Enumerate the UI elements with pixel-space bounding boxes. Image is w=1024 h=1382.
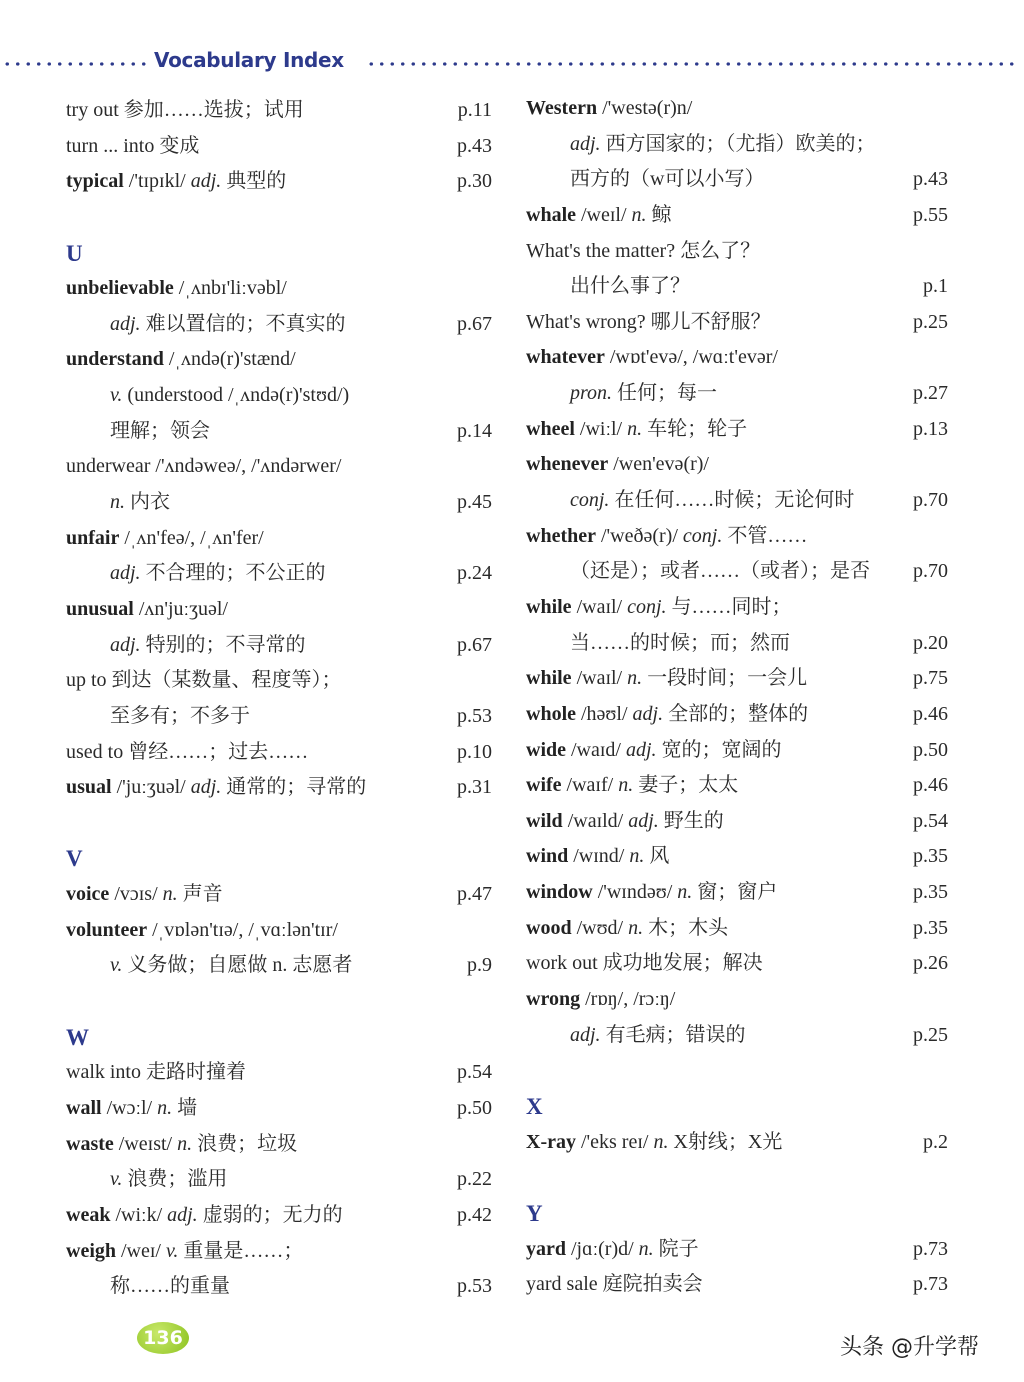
index-entry-line <box>66 414 492 450</box>
index-entry-line <box>526 127 948 163</box>
page-ref: p.50 <box>457 1096 492 1119</box>
entry-text: /weɪ/ <box>116 1239 166 1262</box>
page-ref: p.11 <box>457 99 492 121</box>
index-entry-line <box>66 1091 492 1127</box>
index-entry-line <box>526 626 948 662</box>
headword: yard <box>526 1237 566 1260</box>
page-ref: p.35 <box>913 916 948 939</box>
headword: window <box>526 881 593 904</box>
part-of-speech: adj. <box>626 738 657 761</box>
definition: 理解；领会 <box>110 419 210 442</box>
definition: 风 <box>644 845 670 868</box>
part-of-speech: n. <box>110 491 125 514</box>
index-entry-line <box>66 735 492 771</box>
part-of-speech: adj. <box>632 702 664 725</box>
entry-text: /'wɪndəʊ/ <box>592 881 678 904</box>
headword: waste <box>66 1132 114 1155</box>
page-ref: p.50 <box>913 738 948 761</box>
part-of-speech: n. <box>627 667 643 690</box>
page-ref: p.14 <box>457 419 492 442</box>
headword: unusual <box>66 597 134 620</box>
part-of-speech: n. <box>677 881 693 904</box>
watermark: 头条 @升学帮 <box>840 1335 979 1360</box>
definition: 窗；窗户 <box>692 881 778 904</box>
entry-text: /ˌʌnbɪ'liːvəbl/ <box>173 277 287 300</box>
page-ref: p.24 <box>457 562 492 585</box>
entry-text: used to 曾经……；过去…… <box>66 740 309 763</box>
page-ref: p.53 <box>457 1275 492 1298</box>
definition: 虚弱的；无力的 <box>197 1203 343 1226</box>
index-entry-line <box>66 449 492 485</box>
entry-text: /ˌvɒlən'tɪə/, /ˌvɑːlən'tɪr/ <box>147 918 338 941</box>
section-letter: X <box>526 1093 543 1119</box>
headword: whether <box>526 524 596 547</box>
page-ref: p.46 <box>913 774 948 797</box>
page-ref: p.54 <box>457 1061 492 1084</box>
index-entry-line <box>66 1162 492 1198</box>
definition: 称……的重量 <box>110 1275 230 1298</box>
part-of-speech: v. <box>166 1239 179 1262</box>
headword: voice <box>66 883 110 906</box>
index-entry-line <box>66 556 492 592</box>
index-entry-line <box>66 913 492 949</box>
definition: 至多有；不多于 <box>110 704 250 727</box>
entry-text: work out 成功地发展；解决 <box>526 952 763 975</box>
index-entry-line <box>526 483 948 519</box>
headword: X-ray <box>526 1130 576 1153</box>
part-of-speech: conj. <box>627 595 667 618</box>
headword: wheel <box>526 417 575 440</box>
index-entry-line <box>526 697 948 733</box>
part-of-speech: adj. <box>110 633 141 656</box>
part-of-speech: pron. <box>570 382 613 405</box>
part-of-speech: adj. <box>628 809 659 832</box>
headword: weak <box>66 1203 111 1226</box>
headword: whatever <box>526 346 605 369</box>
part-of-speech: v. <box>110 384 123 407</box>
headword: wrong <box>526 988 581 1011</box>
page-ref: p.43 <box>457 134 492 157</box>
headword: wind <box>526 845 569 868</box>
index-entry-line <box>526 911 948 947</box>
headword: unfair <box>66 526 120 549</box>
definition: 车轮；轮子 <box>642 417 748 440</box>
definition: 重量是……； <box>178 1239 304 1262</box>
index-entry-line <box>526 661 948 697</box>
page-ref: p.13 <box>913 417 948 440</box>
blank-line <box>526 1160 948 1196</box>
part-of-speech: n. <box>629 845 645 868</box>
index-entry-line <box>526 839 948 875</box>
index-entry-line <box>526 198 948 234</box>
entry-text: /waɪf/ <box>561 774 619 797</box>
index-entry-line <box>66 1269 492 1305</box>
index-entry-line <box>526 162 948 198</box>
index-entry-line <box>526 768 948 804</box>
index-entry-line <box>66 129 492 165</box>
definition: 出什么事了？ <box>570 275 690 298</box>
index-entry-line <box>66 663 492 699</box>
index-entry-line <box>526 1125 948 1161</box>
definition: 西方国家的；（尤指）欧美的； <box>600 132 876 155</box>
definition: 墙 <box>172 1096 198 1119</box>
index-entry-line <box>66 485 492 521</box>
headword: wild <box>526 809 563 832</box>
index-column-right <box>526 91 948 1303</box>
entry-text: /wiːk/ <box>110 1203 168 1226</box>
index-entry-line <box>66 1234 492 1270</box>
index-entry-line <box>66 342 492 378</box>
definition: （还是）；或者……（或者）；是否 <box>570 560 870 583</box>
page-ref: p.47 <box>457 883 492 906</box>
entry-text: walk into 走路时撞着 <box>66 1061 246 1084</box>
definition: 妻子；太太 <box>633 774 739 797</box>
index-entry-line <box>66 770 492 806</box>
index-entry-line <box>526 804 948 840</box>
part-of-speech: n. <box>631 203 647 226</box>
entry-text: /wʊd/ <box>571 916 629 939</box>
index-entry-line <box>66 1198 492 1234</box>
headword: whole <box>526 702 576 725</box>
dotted-rule-right <box>366 62 1018 66</box>
index-column-left <box>66 93 492 1305</box>
definition: 内衣 <box>125 491 170 514</box>
index-entry-line <box>66 1127 492 1163</box>
index-entry-line <box>66 592 492 628</box>
entry-text: /wiːl/ <box>574 417 628 440</box>
definition: 声音 <box>177 883 223 906</box>
part-of-speech: adj. <box>190 170 222 193</box>
index-entry-line <box>526 875 948 911</box>
headword: wall <box>66 1096 102 1119</box>
part-of-speech: n. <box>177 1132 193 1155</box>
definition: 一段时间；一会儿 <box>642 667 808 690</box>
page-ref: p.25 <box>913 310 948 333</box>
entry-text: /'westə(r)n/ <box>597 97 693 119</box>
headword: while <box>526 595 572 618</box>
definition: 西方的（w可以小写） <box>570 168 765 191</box>
page-ref: p.42 <box>457 1203 492 1226</box>
entry-text: /'juːʒuəl/ <box>111 776 191 799</box>
page-ref: p.10 <box>457 740 492 763</box>
index-entry-line <box>66 521 492 557</box>
index-entry-line <box>526 234 948 270</box>
headword: whenever <box>526 453 609 476</box>
entry-text: /ˌʌn'feə/, /ˌʌn'fer/ <box>119 526 264 549</box>
part-of-speech: n. <box>653 1130 669 1153</box>
index-entry-line <box>526 1267 948 1303</box>
part-of-speech: adj. <box>570 1023 601 1046</box>
entry-text: /'weðə(r)/ <box>595 524 683 547</box>
entry-text: /vɔɪs/ <box>109 883 163 906</box>
part-of-speech: adj. <box>110 312 141 335</box>
headword: typical <box>66 170 124 193</box>
index-entry-line <box>526 305 948 341</box>
definition: 与……同时； <box>666 595 792 618</box>
definition: X射线；X光 <box>668 1130 783 1153</box>
blank-line <box>526 1053 948 1089</box>
index-entry-line <box>526 733 948 769</box>
part-of-speech: n. <box>628 916 644 939</box>
headword: wood <box>526 916 572 939</box>
page-ref: p.70 <box>913 489 948 512</box>
index-entry-line <box>66 948 492 984</box>
index-entry-line <box>66 271 492 307</box>
index-entry-line <box>526 340 948 376</box>
part-of-speech: adj. <box>110 562 141 585</box>
headword: Western <box>526 97 598 119</box>
index-entry-line <box>66 628 492 664</box>
part-of-speech: n. <box>157 1096 173 1119</box>
page-ref: p.45 <box>457 491 492 514</box>
page-header <box>0 48 1024 78</box>
page-ref: p.22 <box>457 1168 492 1191</box>
entry-text: /həʊl/ <box>576 702 633 725</box>
blank-line <box>66 806 492 842</box>
section-letter: V <box>66 846 83 872</box>
definition: 院子 <box>653 1237 699 1260</box>
page-ref: p.1 <box>923 275 948 298</box>
entry-text: /wɪnd/ <box>568 845 630 868</box>
definition: 野生的 <box>658 809 724 832</box>
headword: understand <box>66 348 164 371</box>
page-ref: p.35 <box>913 845 948 868</box>
page-ref: p.55 <box>913 203 948 226</box>
page-ref: p.70 <box>913 560 948 583</box>
page-ref: p.27 <box>913 382 948 405</box>
entry-text: /waɪl/ <box>571 667 628 690</box>
page-ref: p.54 <box>913 809 948 832</box>
blank-line <box>66 984 492 1020</box>
index-entry-line <box>526 412 948 448</box>
index-entry-line <box>526 1018 948 1054</box>
definition: 任何；每一 <box>612 382 718 405</box>
part-of-speech: n. <box>627 417 643 440</box>
page-ref: p.75 <box>913 667 948 690</box>
section-letter: W <box>66 1024 89 1050</box>
index-entry-line <box>526 376 948 412</box>
entry-text: try out 参加……选拔；试用 <box>66 99 304 121</box>
index-entry-line <box>526 269 948 305</box>
entry-text: /wɔːl/ <box>101 1096 158 1119</box>
headword: weigh <box>66 1239 116 1262</box>
headword: wide <box>526 738 566 761</box>
definition: 宽的；宽阔的 <box>656 738 782 761</box>
section-letter: Y <box>526 1200 543 1226</box>
definition: 鲸 <box>646 203 672 226</box>
entry-text: /waɪl/ <box>571 595 628 618</box>
part-of-speech: adj. <box>190 776 222 799</box>
page-title: Vocabulary Index <box>154 48 344 72</box>
page-ref: p.25 <box>913 1023 948 1046</box>
page-ref: p.46 <box>913 702 948 725</box>
part-of-speech: v. <box>110 954 123 977</box>
index-entry-line <box>526 1232 948 1268</box>
entry-text: /jɑː(r)d/ <box>566 1237 639 1260</box>
entry-text: underwear /'ʌndəweə/, /'ʌndərwer/ <box>66 455 342 478</box>
entry-text: /weɪst/ <box>113 1132 178 1155</box>
entry-text: turn ... into 变成 <box>66 134 200 157</box>
definition: 全部的；整体的 <box>663 702 809 725</box>
entry-text: /weɪl/ <box>576 203 632 226</box>
page-ref: p.2 <box>923 1130 948 1153</box>
entry-text: /ʌn'juːʒuəl/ <box>133 597 228 620</box>
page-ref: p.73 <box>913 1237 948 1260</box>
index-entry-line <box>66 164 492 200</box>
definition: 难以置信的；不真实的 <box>140 312 346 335</box>
part-of-speech: v. <box>110 1168 123 1191</box>
entry-text: /wɒt'evə/, /wɑːt'evər/ <box>604 346 778 369</box>
definition: 浪费；垃圾 <box>192 1132 298 1155</box>
index-entry-line <box>526 447 948 483</box>
entry-text: yard sale 庭院拍卖会 <box>526 1273 703 1296</box>
page-ref: p.53 <box>457 704 492 727</box>
headword: unbelievable <box>66 277 174 300</box>
part-of-speech: conj. <box>682 524 723 547</box>
index-entry-line <box>526 554 948 590</box>
index-entry-line <box>526 519 948 555</box>
definition: 浪费；滥用 <box>122 1168 228 1191</box>
headword: usual <box>66 776 112 799</box>
definition: 通常的；寻常的 <box>221 776 367 799</box>
page-ref: p.30 <box>457 170 492 193</box>
definition: 有毛病；错误的 <box>600 1023 746 1046</box>
entry-text: /waɪld/ <box>562 809 629 832</box>
index-entry-line <box>66 93 492 129</box>
section-letter: U <box>66 240 83 266</box>
dotted-rule-left <box>2 62 152 66</box>
page-ref: p.9 <box>467 954 492 977</box>
page-ref: p.31 <box>457 776 492 799</box>
part-of-speech: n. <box>638 1237 654 1260</box>
part-of-speech: conj. <box>570 489 610 512</box>
entry-text: /waɪd/ <box>566 738 626 761</box>
entry-text: /rɒŋ/, /rɔːŋ/ <box>580 988 676 1011</box>
page-number-badge: 136 <box>137 1322 189 1354</box>
part-of-speech: n. <box>162 883 178 906</box>
definition: 不合理的；不公正的 <box>140 562 326 585</box>
definition: 在任何……时候；无论何时 <box>609 489 855 512</box>
page-ref: p.26 <box>913 952 948 975</box>
definition: 不管…… <box>722 524 808 547</box>
headword: whale <box>526 203 576 226</box>
definition: (understood /ˌʌndə(r)'stʊd/) <box>122 384 350 407</box>
entry-text: /'eks reɪ/ <box>575 1130 654 1153</box>
index-entry-line <box>66 307 492 343</box>
headword: while <box>526 667 572 690</box>
index-entry-line <box>526 982 948 1018</box>
page-ref: p.43 <box>913 168 948 191</box>
index-entry-line <box>66 378 492 414</box>
index-entry-line <box>66 699 492 735</box>
part-of-speech: adj. <box>570 132 601 155</box>
page-ref: p.35 <box>913 881 948 904</box>
definition: 当……的时候；而；然而 <box>570 631 790 654</box>
definition: 义务做；自愿做 n. 志愿者 <box>122 954 353 977</box>
part-of-speech: n. <box>618 774 634 797</box>
headword: wife <box>526 774 562 797</box>
entry-text: What's wrong? 哪儿不舒服？ <box>526 310 771 333</box>
index-entry-line <box>66 877 492 913</box>
page-ref: p.20 <box>913 631 948 654</box>
definition: 典型的 <box>221 170 287 193</box>
definition: 木；木头 <box>643 916 729 939</box>
page-ref: p.67 <box>457 633 492 656</box>
entry-text: /'tɪpɪkl/ <box>123 170 191 193</box>
entry-text: up to 到达（某数量、程度等）； <box>66 669 342 692</box>
index-entry-line <box>526 91 948 127</box>
entry-text: What's the matter? 怎么了？ <box>526 239 761 262</box>
index-entry-line <box>526 590 948 626</box>
page-ref: p.67 <box>457 312 492 335</box>
blank-line <box>66 200 492 236</box>
definition: 特别的；不寻常的 <box>140 633 306 656</box>
entry-text: /wen'evə(r)/ <box>608 453 709 476</box>
index-entry-line <box>526 946 948 982</box>
page-ref: p.73 <box>913 1273 948 1296</box>
headword: volunteer <box>66 918 148 941</box>
entry-text: /ˌʌndə(r)'stænd/ <box>163 348 296 371</box>
index-entry-line <box>66 1055 492 1091</box>
part-of-speech: adj. <box>167 1203 198 1226</box>
